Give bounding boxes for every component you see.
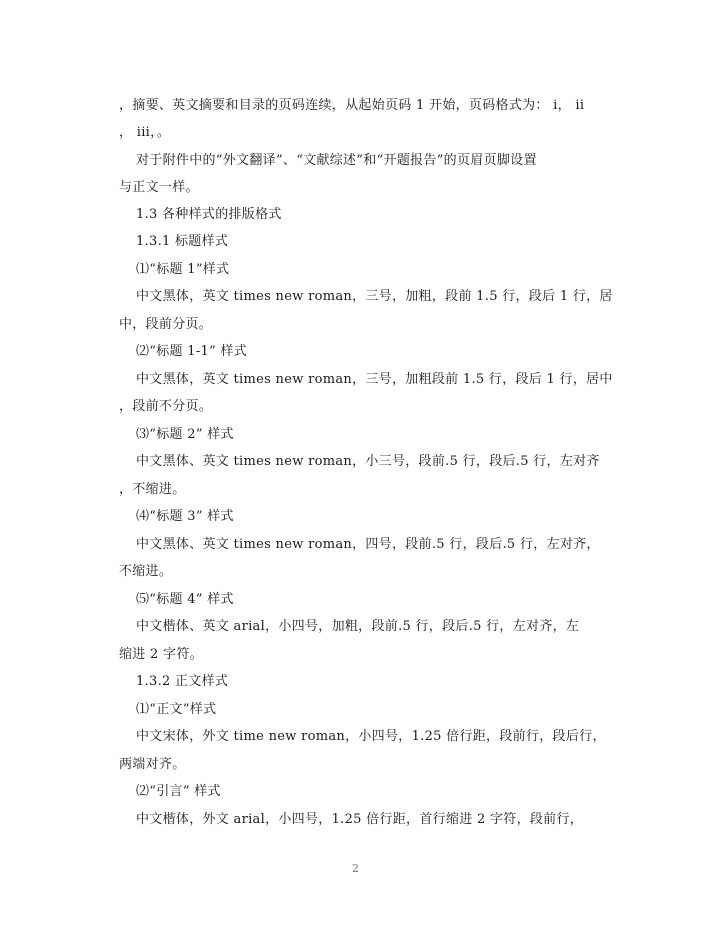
text-line: 不缩进。 xyxy=(119,564,173,579)
item-heading: ⑴“正文”样式 xyxy=(136,702,217,717)
text-line: ， iii，。 xyxy=(119,125,171,140)
text-line: 中文黑体，英文 times new roman，三号，加粗，段前 1.5 行，段后 1 行，居 xyxy=(136,289,613,304)
item-heading: ⑵“引言” 样式 xyxy=(136,784,221,799)
text-line: 两端对齐。 xyxy=(119,757,186,772)
text-line: 对于附件中的“外文翻译”、“文献综述”和“开题报告”的页眉页脚设置 xyxy=(136,153,537,168)
text-line: ，段前不分页。 xyxy=(119,399,213,414)
text-line: 缩进 2 字符。 xyxy=(119,647,203,662)
item-heading: ⑷“标题 3” 样式 xyxy=(136,509,234,524)
text-line: 中，段前分页。 xyxy=(119,317,213,332)
text-line: 中文黑体，英文 times new roman，三号，加粗段前 1.5 行，段后 1 行，居中 xyxy=(136,372,613,387)
item-heading: ⑶“标题 2” 样式 xyxy=(136,427,234,442)
page-number: 2 xyxy=(352,862,359,875)
text-line: ，不缩进。 xyxy=(119,482,186,497)
subsection-heading: 1.3.1 标题样式 xyxy=(136,234,229,249)
text-line: 与正文一样。 xyxy=(119,180,199,195)
text-line: 中文黑体、英文 times new roman，四号，段前.5 行，段后.5 行，左对齐， xyxy=(136,537,600,552)
item-heading: ⑵“标题 1-1” 样式 xyxy=(136,344,248,359)
text-line: 中文黑体、英文 times new roman，小三号，段前.5 行，段后.5 行，左对齐 xyxy=(136,454,600,469)
item-heading: ⑸“标题 4” 样式 xyxy=(136,592,234,607)
item-heading: ⑴“标题 1”样式 xyxy=(136,262,230,277)
text-line: 中文楷体、英文 arial，小四号，加粗，段前.5 行，段后.5 行，左对齐，左 xyxy=(136,619,580,634)
subsection-heading: 1.3.2 正文样式 xyxy=(136,674,229,689)
text-line: 中文宋体，外文 time new roman，小四号，1.25 倍行距，段前行，段后行， xyxy=(136,729,606,744)
section-heading: 1.3 各种样式的排版格式 xyxy=(136,207,282,222)
text-line: 中文楷体，外文 arial，小四号，1.25 倍行距，首行缩进 2 字符，段前行， xyxy=(136,812,584,827)
text-line: ，摘要、英文摘要和目录的页码连续，从起始页码 1 开始，页码格式为： i， ii xyxy=(119,98,585,113)
